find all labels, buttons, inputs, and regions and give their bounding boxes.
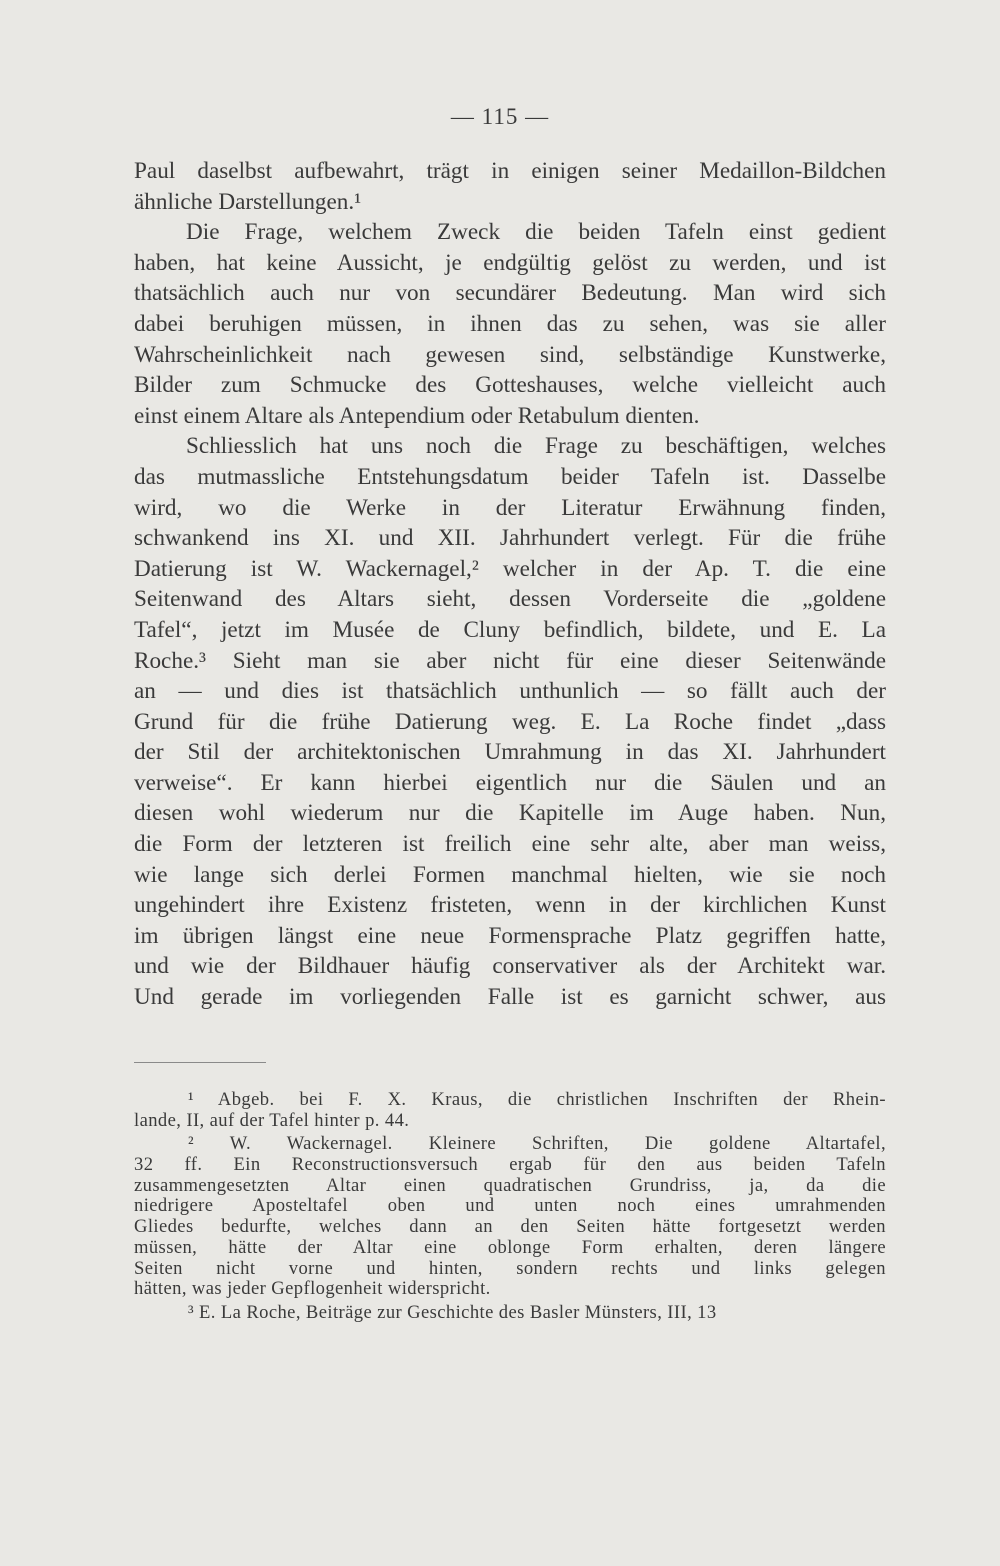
body-line: Seitenwand des Altars sieht, dessen Vorderseite die „goldene [134, 586, 886, 613]
body-line: die Form der letzteren ist freilich eine sehr alte, aber man weiss, [134, 831, 886, 858]
footnote-line: ¹ Abgeb. bei F. X. Kraus, die christlichen Inschriften der Rhein- [188, 1089, 886, 1110]
body-line: der Stil der architektonischen Umrahmung in das XI. Jahrhundert [134, 739, 886, 766]
body-line: thatsächlich auch nur von secundärer Bedeutung. Man wird sich [134, 280, 886, 307]
footnote-line: 32 ff. Ein Reconstructionsversuch ergab für den aus beiden Tafeln [134, 1154, 886, 1176]
body-line: schwankend ins XI. und XII. Jahrhundert verlegt. Für die frühe [134, 525, 886, 552]
footnote-line: ³ E. La Roche, Beiträge zur Geschichte des Basler Münsters, III, 13 [188, 1301, 717, 1323]
body-line: Tafel“, jetzt im Musée de Cluny befindlich, bildete, und E. La [134, 616, 886, 643]
footnote-line: hätten, was jeder Gepflogenheit widerspricht. [134, 1278, 491, 1300]
footnote [134, 1090, 886, 1131]
body-line: Bilder zum Schmucke des Gotteshauses, welche vielleicht auch [134, 372, 886, 399]
body-line: wird, wo die Werke in der Literatur Erwähnung finden, [134, 494, 886, 521]
body-line: haben, hat keine Aussicht, je endgültig gelöst zu werden, und ist [134, 249, 886, 276]
footnote-line: ² W. Wackernagel. Kleinere Schriften, Die goldene Altartafel, [188, 1133, 886, 1155]
body-line: ungehindert ihre Existenz fristeten, wenn in der kirchlichen Kunst [134, 892, 886, 919]
body-line: Schliesslich hat uns noch die Frage zu beschäftigen, welches [186, 433, 886, 460]
body-line: das mutmassliche Entstehungsdatum beider Tafeln ist. Dasselbe [134, 463, 886, 490]
body-line: einst einem Altare als Antependium oder Retabulum dienten. [134, 402, 700, 429]
footnote-line: Gliedes bedurfte, welches dann an den Seiten hätte fortgesetzt werden [134, 1216, 886, 1238]
body-line: dabei beruhigen müssen, in ihnen das zu sehen, was sie aller [134, 310, 886, 337]
body-line: im übrigen längst eine neue Formensprache Platz gegriffen hatte, [134, 922, 886, 949]
body-line: Datierung ist W. Wackernagel,² welcher in der Ap. T. die eine [134, 555, 886, 582]
footnotes [134, 1090, 886, 1324]
body-line: ähnliche Darstellungen.¹ [134, 188, 362, 215]
body-line: Wahrscheinlichkeit nach gewesen sind, selbständige Kunstwerke, [134, 341, 886, 368]
footnote-line: lande, II, auf der Tafel hinter p. 44. [134, 1109, 410, 1131]
footnote-line: müssen, hätte der Altar eine oblonge Form erhalten, deren längere [134, 1236, 886, 1258]
body-line: diesen wohl wiederum nur die Kapitelle im Auge haben. Nun, [134, 800, 886, 827]
body-line: und wie der Bildhauer häufig conservativer als der Architekt war. [134, 953, 886, 980]
body-line: wie lange sich derlei Formen manchmal hielten, wie sie noch [134, 861, 886, 888]
body-line: Und gerade im vorliegenden Falle ist es garnicht schwer, aus [134, 984, 886, 1011]
footnote-line: zusammengesetzten Altar einen quadratischen Grundriss, ja, da die [134, 1174, 886, 1196]
body-line: Die Frage, welchem Zweck die beiden Tafeln einst gedient [186, 219, 886, 246]
footnote [134, 1134, 886, 1300]
body-line: verweise“. Er kann hierbei eigentlich nur die Säulen und an [134, 769, 886, 796]
footnote [134, 1303, 886, 1324]
footnote-line: niedrigere Aposteltafel oben und unten noch eines umrahmenden [134, 1195, 886, 1217]
body-line: an — und dies ist thatsächlich unthunlich — so fällt auch der [134, 678, 886, 705]
body-line: Paul daselbst aufbewahrt, trägt in einigen seiner Medaillon-Bildchen [134, 158, 886, 184]
body-line: Grund für die frühe Datierung weg. E. La Roche findet „dass [134, 708, 886, 735]
body-line: Roche.³ Sieht man sie aber nicht für eine dieser Seitenwände [134, 647, 886, 674]
footnote-divider [134, 1062, 266, 1063]
footnote-line: Seiten nicht vorne und hinten, sondern rechts und links gelegen [134, 1257, 886, 1279]
body-text [134, 156, 886, 1013]
page-number: — 115 — [450, 104, 550, 129]
